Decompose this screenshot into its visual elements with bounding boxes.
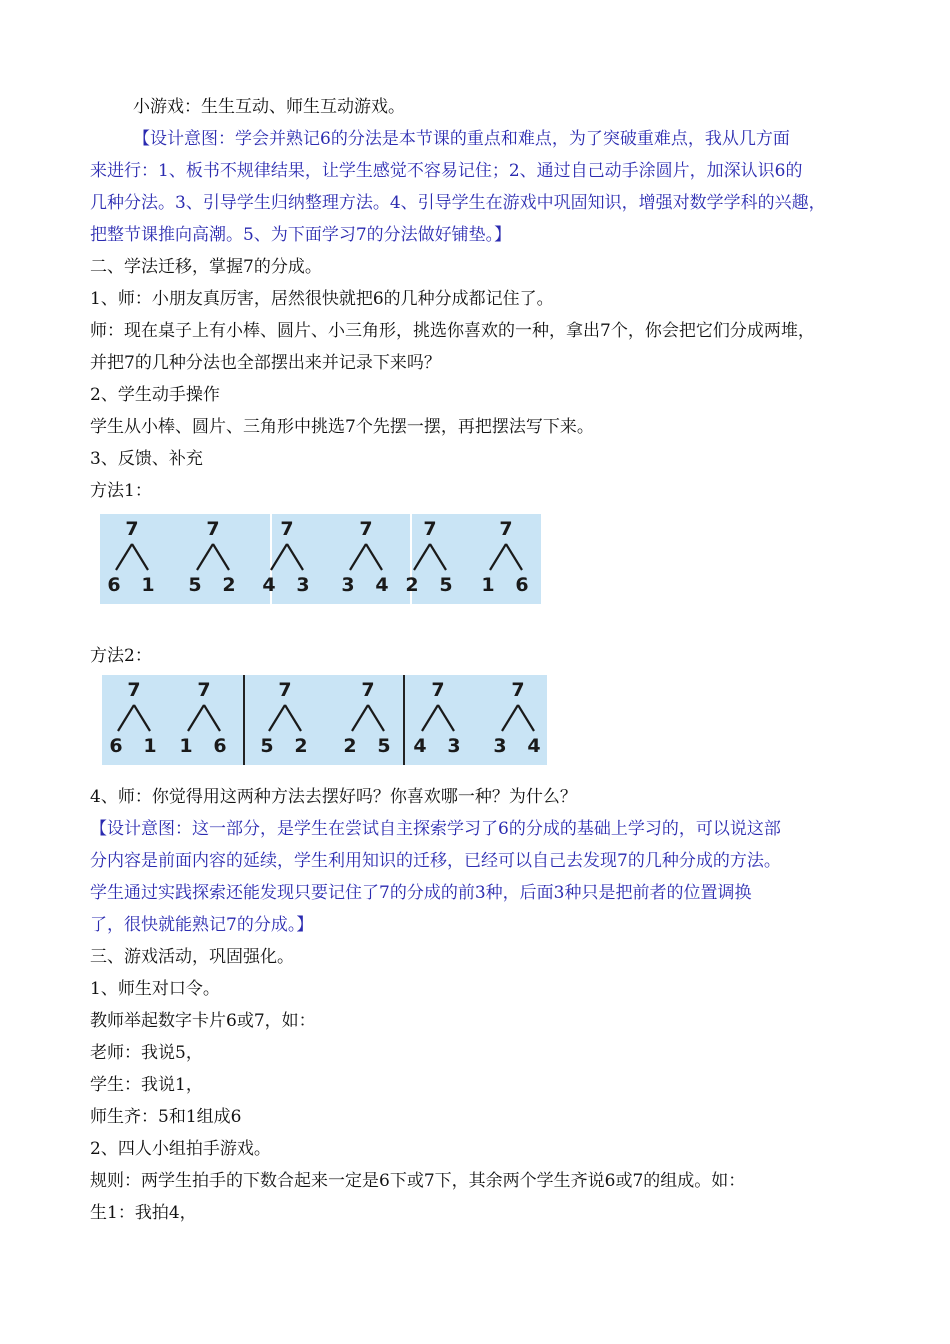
- section-heading: 三、游戏活动，巩固强化。: [90, 947, 294, 967]
- decomposition-tree: [408, 677, 468, 759]
- total-number: 7: [423, 518, 437, 540]
- design-intent-line: 了，很快就能熟记7的分成。】: [90, 915, 314, 935]
- design-intent-line: 分内容是前面内容的延续，学生利用知识的迁移，已经可以自己去发现7的几种分成的方法。: [90, 851, 781, 871]
- text-line: 师生齐：5和1组成6: [90, 1107, 242, 1127]
- right-part-number: 2: [222, 574, 236, 596]
- text-line: 学生：我说1，: [90, 1075, 203, 1095]
- left-part-number: 4: [413, 735, 427, 757]
- text-line: 2、学生动手操作: [90, 385, 220, 405]
- left-part-number: 6: [107, 574, 121, 596]
- total-number: 7: [431, 679, 445, 701]
- text-line: 1、师生对口令。: [90, 979, 220, 999]
- text-line: 师：现在桌子上有小棒、圆片、小三角形，挑选你喜欢的一种，拿出7个，你会把它们分成两堆，: [90, 321, 815, 341]
- decomposition-tree: [174, 677, 234, 759]
- method2-figure: [102, 675, 547, 765]
- right-part-number: 4: [375, 574, 389, 596]
- design-intent-line: 【设计意图：学会并熟记6的分法是本节课的重点和难点，为了突破重难点，我从几方面: [133, 129, 790, 149]
- text-line: 并把7的几种分法也全部摆出来并记录下来吗？: [90, 353, 441, 373]
- method1-figure: [100, 514, 541, 604]
- text-line: 4、师：你觉得用这两种方法去摆好吗？你喜欢哪一种？为什么？: [90, 787, 577, 807]
- total-number: 7: [278, 679, 292, 701]
- left-part-number: 3: [493, 735, 507, 757]
- right-part-number: 5: [377, 735, 391, 757]
- total-number: 7: [361, 679, 375, 701]
- design-intent-line: 学生通过实践探索还能发现只要记住了7的分成的前3种，后面3种只是把前者的位置调换: [90, 883, 752, 903]
- left-part-number: 4: [262, 574, 276, 596]
- left-part-number: 1: [481, 574, 495, 596]
- left-part-number: 2: [405, 574, 419, 596]
- design-intent-line: 来进行：1、板书不规律结果，让学生感觉不容易记住；2、通过自己动手涂圆片，加深认识6的: [90, 161, 803, 181]
- total-number: 7: [127, 679, 141, 701]
- total-number: 7: [511, 679, 525, 701]
- decomposition-tree: [400, 516, 460, 598]
- right-part-number: 6: [213, 735, 227, 757]
- decomposition-tree: [476, 516, 536, 598]
- section-heading: 二、学法迁移，掌握7的分成。: [90, 257, 322, 277]
- decomposition-tree: [104, 677, 164, 759]
- design-intent-line: 【设计意图：这一部分，是学生在尝试自主探索学习了6的分成的基础上学习的，可以说这部: [90, 819, 781, 839]
- method-label: 方法1：: [90, 481, 152, 501]
- left-part-number: 5: [188, 574, 202, 596]
- text-line: 教师举起数字卡片6或7，如：: [90, 1011, 316, 1031]
- total-number: 7: [280, 518, 294, 540]
- left-part-number: 3: [341, 574, 355, 596]
- figure-divider: [243, 675, 245, 765]
- method-label: 方法2：: [90, 646, 152, 666]
- left-part-number: 2: [343, 735, 357, 757]
- decomposition-tree: [102, 516, 162, 598]
- design-intent-line: 几种分法。3、引导学生归纳整理方法。4、引导学生在游戏中巩固知识，增强对数学学科的兴趣，: [90, 193, 826, 213]
- right-part-number: 6: [515, 574, 529, 596]
- text-line: 3、反馈、补充: [90, 449, 203, 469]
- right-part-number: 4: [527, 735, 541, 757]
- right-part-number: 3: [296, 574, 310, 596]
- text-line: 生1：我拍4，: [90, 1203, 197, 1223]
- text-line: 规则：两学生拍手的下数合起来一定是6下或7下，其余两个学生齐说6或7的组成。如：: [90, 1171, 746, 1191]
- total-number: 7: [197, 679, 211, 701]
- decomposition-tree: [338, 677, 398, 759]
- right-part-number: 5: [439, 574, 453, 596]
- figure-divider: [403, 675, 405, 765]
- total-number: 7: [359, 518, 373, 540]
- decomposition-tree: [183, 516, 243, 598]
- text-line: 1、师：小朋友真厉害，居然很快就把6的几种分成都记住了。: [90, 289, 554, 309]
- text-line: 学生从小棒、圆片、三角形中挑选7个先摆一摆，再把摆法写下来。: [90, 417, 594, 437]
- total-number: 7: [499, 518, 513, 540]
- total-number: 7: [125, 518, 139, 540]
- text-line: 老师：我说5，: [90, 1043, 203, 1063]
- text-line: 2、四人小组拍手游戏。: [90, 1139, 271, 1159]
- decomposition-tree: [488, 677, 548, 759]
- decomposition-tree: [255, 677, 315, 759]
- left-part-number: 6: [109, 735, 123, 757]
- left-part-number: 1: [179, 735, 193, 757]
- total-number: 7: [206, 518, 220, 540]
- right-part-number: 3: [447, 735, 461, 757]
- left-part-number: 5: [260, 735, 274, 757]
- decomposition-tree: [336, 516, 396, 598]
- decomposition-tree: [257, 516, 317, 598]
- right-part-number: 1: [143, 735, 157, 757]
- design-intent-line: 把整节课推向高潮。5、为下面学习7的分法做好铺垫。】: [90, 225, 512, 245]
- text-line: 小游戏：生生互动、师生互动游戏。: [133, 97, 405, 117]
- right-part-number: 2: [294, 735, 308, 757]
- right-part-number: 1: [141, 574, 155, 596]
